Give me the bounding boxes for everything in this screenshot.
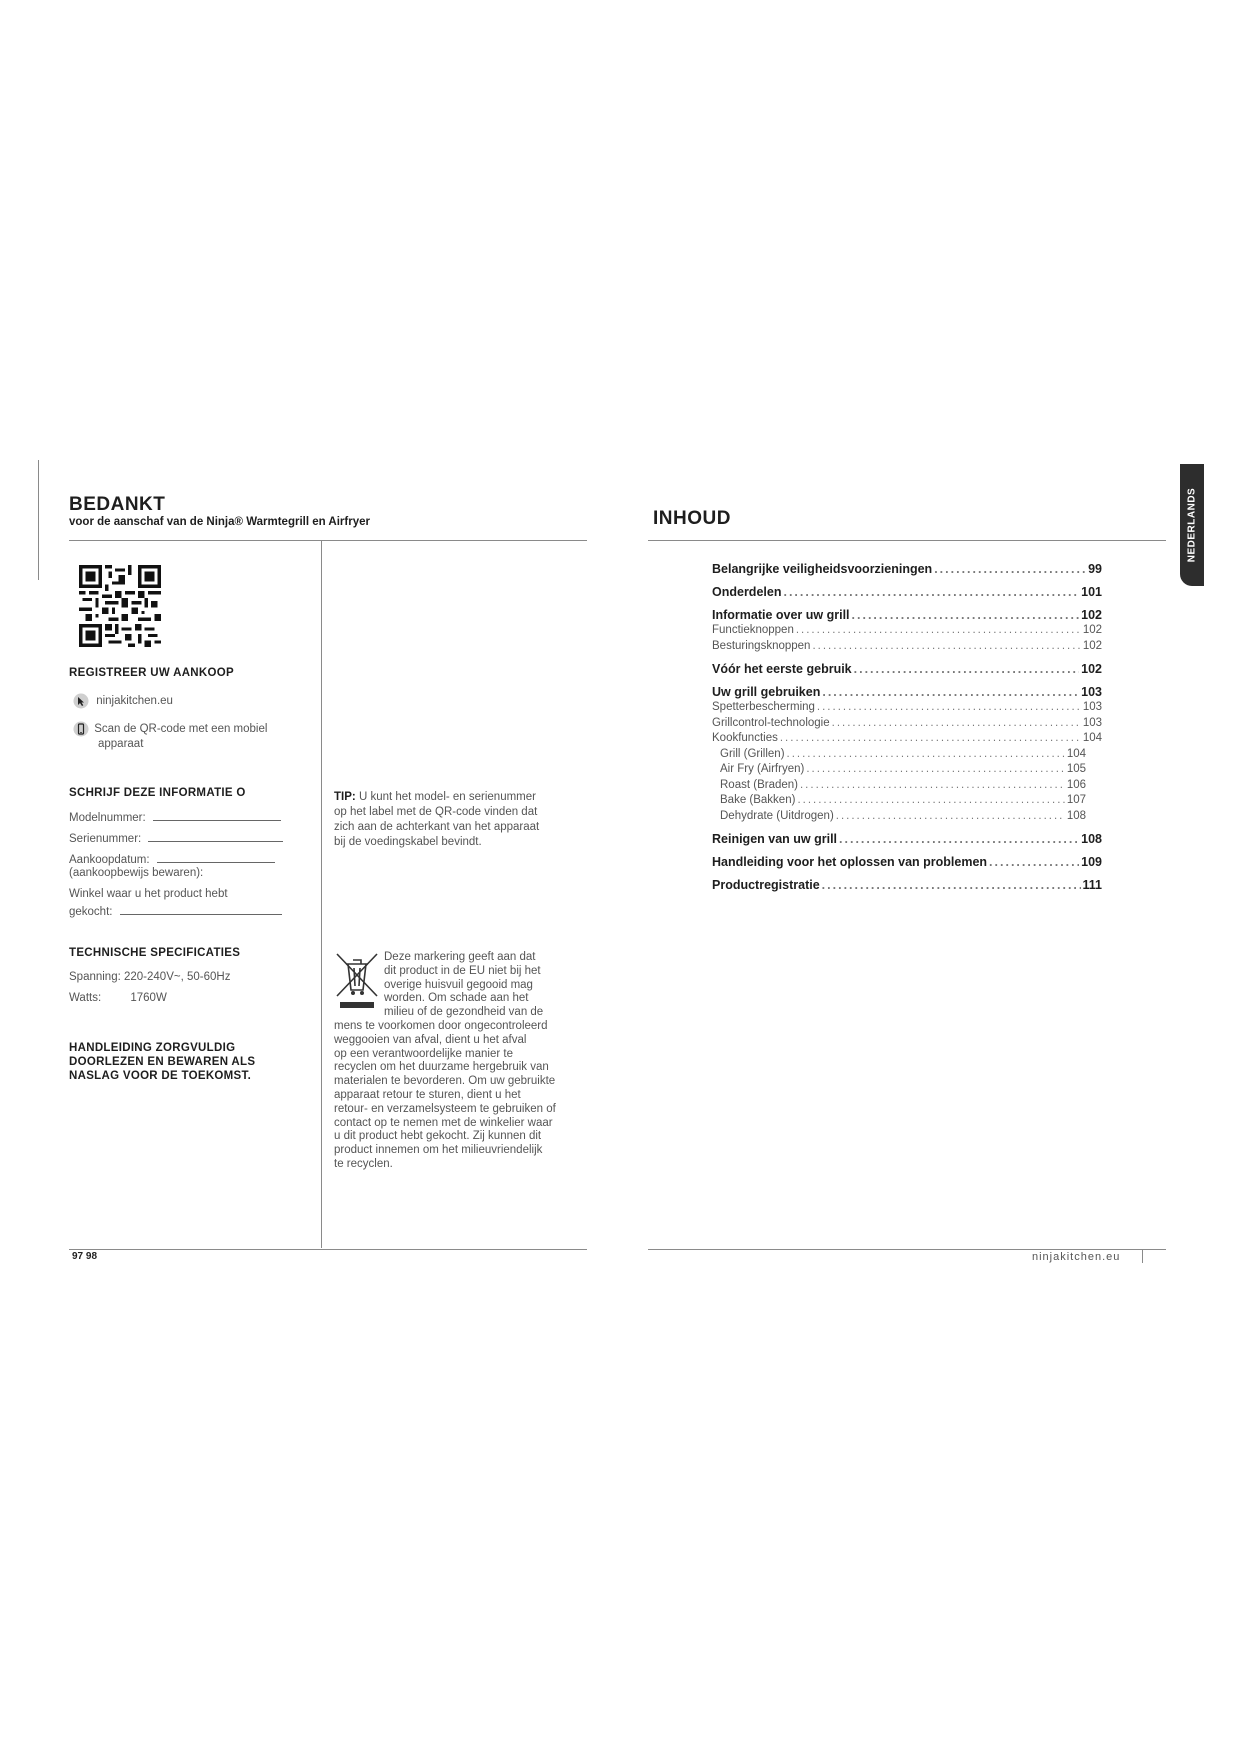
toc-page: 106 <box>1066 778 1086 791</box>
tip-block <box>334 790 539 850</box>
weee-text-bottom <box>334 1020 556 1172</box>
table-of-contents <box>712 561 1102 893</box>
tech-watts-value: 1760W <box>130 992 167 1004</box>
toc-entry[interactable] <box>712 639 1102 655</box>
purchase-date-label: Aankoopdatum: <box>69 854 150 866</box>
weee-line: apparaat retour te sturen, dient u het <box>334 1088 521 1101</box>
toc-label: Handleiding voor het oplossen van problemen <box>712 855 988 869</box>
tip-line: zich aan de achterkant van het apparaat <box>334 821 540 833</box>
toc-entry[interactable] <box>712 623 1102 639</box>
weee-line: retour- en verzamelsysteem te gebruiken of <box>334 1102 556 1115</box>
toc-label: Dehydrate (Uitdrogen) <box>720 809 834 822</box>
weee-line: weggooien van afval, dient u het afval <box>334 1033 527 1046</box>
tech-voltage: Spanning: 220-240V~, 50-60Hz <box>69 971 231 983</box>
toc-label: Grillcontrol-technologie <box>712 716 830 729</box>
toc-label: Uw grill gebruiken <box>712 685 821 699</box>
toc-page: 108 <box>1066 809 1086 822</box>
toc-entry[interactable] <box>712 793 1086 809</box>
toc-entry[interactable] <box>712 716 1102 732</box>
left-margin-rule <box>38 460 39 580</box>
toc-label: Reinigen van uw grill <box>712 832 838 846</box>
weee-line: milieu of de gezondheid van de <box>384 1006 544 1019</box>
toc-entry[interactable] <box>712 700 1102 716</box>
purchase-date-note: (aankoopbewijs bewaren): <box>69 867 204 879</box>
footer-website[interactable]: ninjakitchen.eu <box>1032 1251 1121 1263</box>
toc-entry[interactable] <box>712 809 1086 825</box>
page-subtitle: voor de aanschaf van de Ninja® Warmtegrill en Airfryer <box>69 516 370 528</box>
toc-page: 109 <box>1081 855 1102 869</box>
weee-crossed-bin-icon <box>334 952 380 1008</box>
left-header-rule <box>69 540 587 541</box>
toc-label: Vóór het eerste gebruik <box>712 662 852 676</box>
tip-line: U kunt het model- en serienummer <box>358 791 536 803</box>
model-number-field[interactable] <box>69 809 281 826</box>
right-footer-tick <box>1142 1249 1143 1263</box>
store-field[interactable] <box>69 903 282 920</box>
toc-label: Kookfuncties <box>712 732 778 744</box>
register-qr-line1: Scan de QR-code met een mobiel <box>94 723 268 736</box>
register-qr-line2: apparaat <box>98 738 144 750</box>
tip-line: op het label met de QR-code vinden dat <box>334 806 538 818</box>
qr-code-icon[interactable] <box>79 565 161 647</box>
toc-entry[interactable] <box>712 747 1086 763</box>
left-footer-rule <box>69 1249 587 1250</box>
weee-line: overige huisvuil gegooid mag <box>384 978 533 991</box>
toc-label: Informatie over uw grill <box>712 608 850 622</box>
toc-page: 99 <box>1088 562 1102 576</box>
weee-text-top <box>384 951 543 1020</box>
toc-label: Bake (Bakken) <box>720 794 796 806</box>
toc-entry[interactable] <box>712 607 1102 623</box>
right-footer-rule <box>648 1249 1166 1250</box>
right-header-rule <box>648 540 1166 541</box>
toc-page: 105 <box>1066 763 1086 775</box>
toc-page: 104 <box>1082 732 1102 744</box>
tech-watts <box>69 991 167 1006</box>
weee-line: materialen te bevorderen. Om uw gebruikte <box>334 1075 556 1088</box>
tech-heading: TECHNISCHE SPECIFICATIES <box>69 947 241 959</box>
model-number-label: Modelnummer: <box>69 812 146 824</box>
weee-line: contact op te nemen met de winkelier waar <box>334 1116 553 1129</box>
toc-page: 103 <box>1082 716 1102 729</box>
toc-entry[interactable] <box>712 877 1102 893</box>
toc-page: 102 <box>1082 624 1102 636</box>
page-title-bedankt: BEDANKT <box>69 494 166 515</box>
toc-page: 102 <box>1082 639 1102 652</box>
weee-line: product innemen om het milieuvriendelijk <box>334 1144 543 1157</box>
toc-entry[interactable] <box>712 584 1102 600</box>
register-qr-row <box>73 721 267 737</box>
register-heading: REGISTREER UW AANKOOP <box>69 667 234 679</box>
mobile-phone-icon <box>73 721 89 737</box>
toc-entry[interactable] <box>712 778 1086 794</box>
store-line1: Winkel waar u het product hebt <box>69 888 228 900</box>
toc-page: 107 <box>1066 794 1086 806</box>
info-heading: SCHRIJF DEZE INFORMATIE O <box>69 787 246 799</box>
manual-note-line: HANDLEIDING ZORGVULDIG <box>69 1042 236 1054</box>
toc-page: 102 <box>1081 608 1102 622</box>
toc-page: 102 <box>1081 662 1102 676</box>
weee-line: worden. Om schade aan het <box>384 992 529 1005</box>
serial-number-field[interactable] <box>69 830 283 847</box>
register-website[interactable]: ninjakitchen.eu <box>96 695 173 708</box>
toc-page: 111 <box>1082 878 1102 892</box>
weee-line: te recyclen. <box>334 1157 393 1170</box>
weee-line: op een verantwoordelijke manier te <box>334 1047 513 1060</box>
language-tab-label: NEDERLANDS <box>1186 487 1198 563</box>
weee-line: mens te voorkomen door ongecontroleerd <box>334 1020 548 1032</box>
toc-title: INHOUD <box>653 508 731 529</box>
toc-entry[interactable] <box>712 661 1102 677</box>
toc-label: Roast (Braden) <box>720 778 798 791</box>
weee-line: recyclen om het duurzame hergebruik van <box>334 1061 549 1074</box>
left-column-divider <box>321 541 322 1248</box>
toc-page: 103 <box>1082 701 1102 713</box>
serial-number-label: Serienummer: <box>69 833 142 845</box>
toc-page: 104 <box>1066 747 1086 760</box>
weee-line: u dit product hebt gekocht. Zij kunnen dit <box>334 1130 542 1143</box>
toc-label: Spetterbescherming <box>712 701 815 713</box>
toc-page: 103 <box>1081 685 1102 699</box>
toc-entry[interactable] <box>712 854 1102 870</box>
toc-label: Onderdelen <box>712 585 782 599</box>
page-numbers: 97 98 <box>72 1251 98 1262</box>
register-website-row[interactable] <box>73 693 173 709</box>
tech-watts-label: Watts: <box>69 992 102 1004</box>
toc-entry[interactable] <box>712 684 1102 700</box>
manual-note-line: DOORLEZEN EN BEWAREN ALS <box>69 1056 256 1068</box>
toc-entry[interactable] <box>712 731 1102 747</box>
toc-label: Besturingsknoppen <box>712 639 811 652</box>
tip-label: TIP: <box>334 791 356 803</box>
toc-label: Belangrijke veiligheidsvoorzieningen <box>712 562 933 576</box>
manual-note-line: NASLAG VOOR DE TOEKOMST. <box>69 1070 252 1082</box>
weee-line: Deze markering geeft aan dat <box>384 951 536 963</box>
toc-page: 108 <box>1081 832 1102 846</box>
tip-line: bij de voedingskabel bevindt. <box>334 836 482 848</box>
toc-label: Grill (Grillen) <box>720 747 785 760</box>
store-label: gekocht: <box>69 906 113 918</box>
cursor-click-icon <box>73 693 89 709</box>
toc-label: Productregistratie <box>712 878 820 892</box>
toc-entry[interactable] <box>712 561 1102 577</box>
toc-label: Functieknoppen <box>712 624 794 636</box>
language-tab <box>1180 464 1204 586</box>
toc-page: 101 <box>1081 585 1102 599</box>
manual-note <box>69 1041 255 1083</box>
weee-line: dit product in de EU niet bij het <box>384 964 541 977</box>
toc-entry[interactable] <box>712 831 1102 847</box>
toc-label: Air Fry (Airfryen) <box>720 763 805 775</box>
toc-entry[interactable] <box>712 762 1086 778</box>
